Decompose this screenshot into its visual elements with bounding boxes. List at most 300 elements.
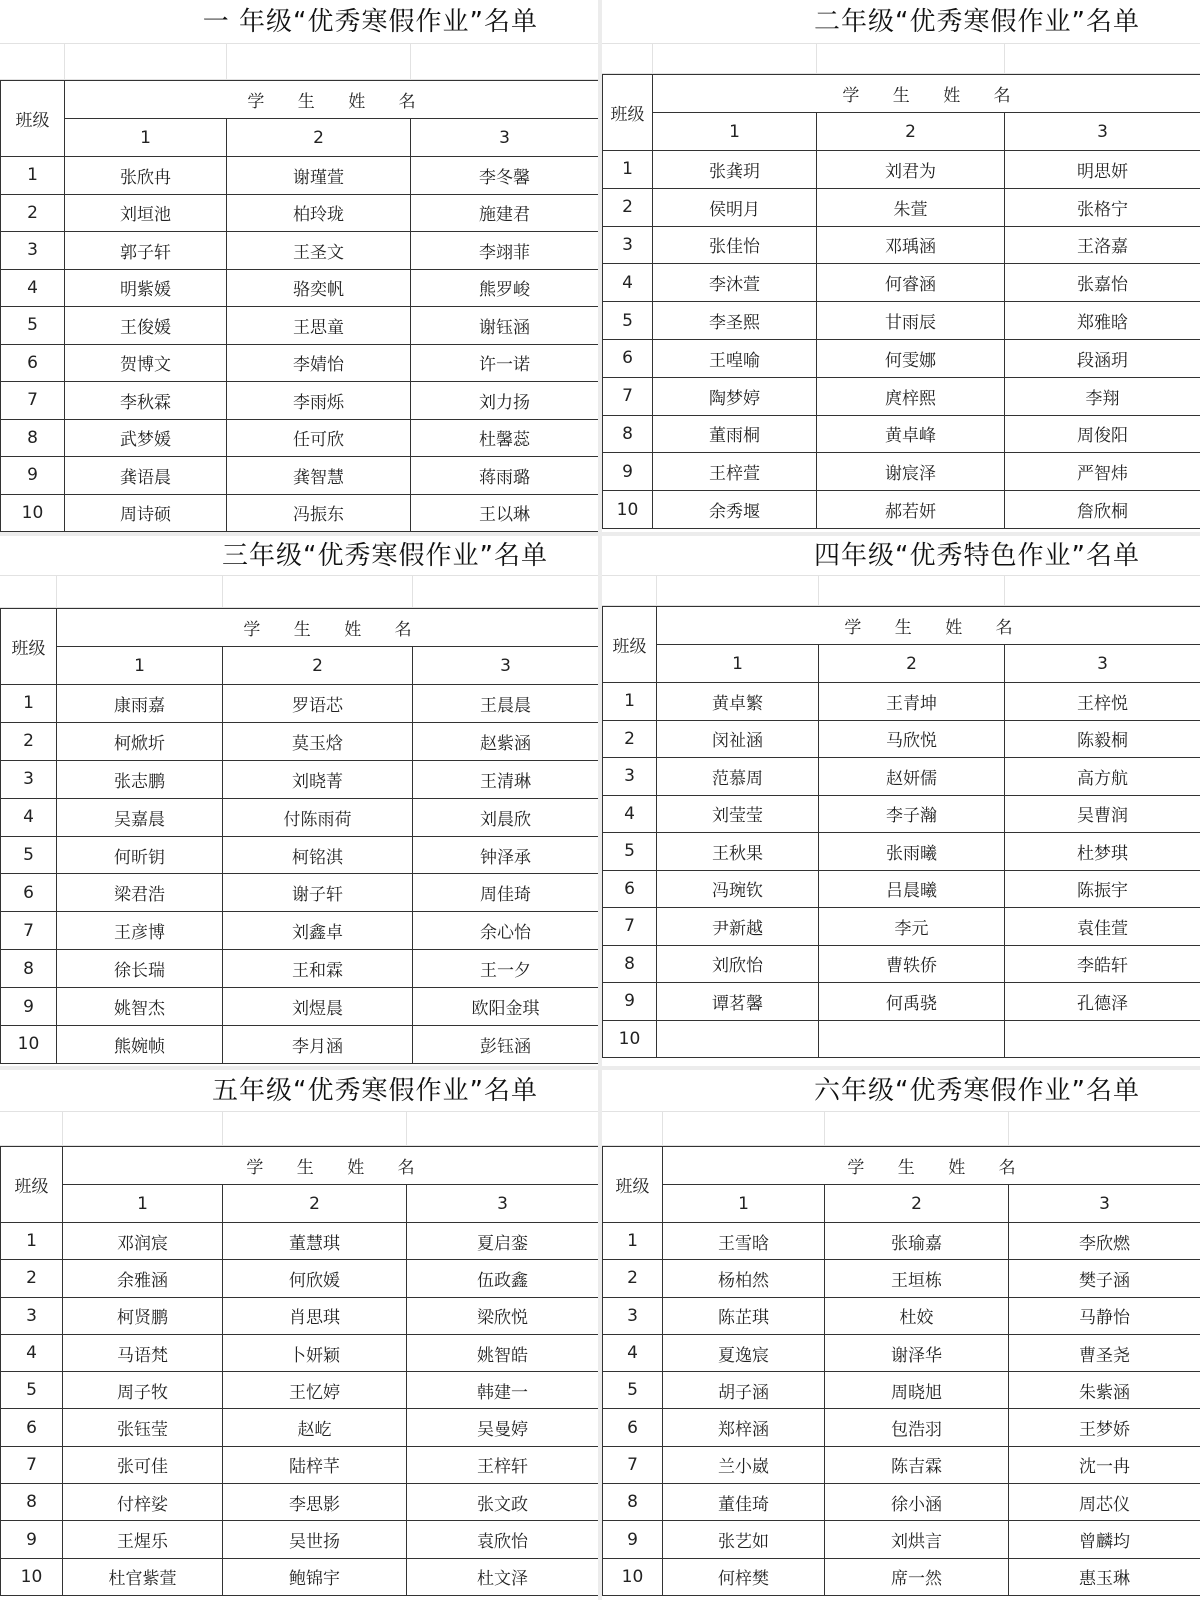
class-column-header: 班级 (603, 75, 653, 151)
student-name-cell: 谢泽华 (825, 1334, 1009, 1371)
table-row (603, 1372, 1200, 1409)
roster-table (0, 80, 598, 532)
class-number-cell: 5 (603, 1372, 663, 1409)
table-row (603, 1334, 1200, 1371)
student-name-cell: 张瑜嘉 (825, 1223, 1009, 1260)
student-name-cell: 马欣悦 (819, 720, 1005, 758)
grade-panel-4 (602, 536, 1200, 1066)
class-number-cell: 5 (1, 836, 57, 874)
student-column-number-header: 3 (1005, 645, 1200, 683)
table-row (603, 1558, 1200, 1595)
class-column-header: 班级 (603, 1147, 663, 1223)
student-name-cell: 董佳琦 (663, 1484, 825, 1521)
student-name-cell: 李秋霖 (65, 382, 227, 420)
class-number-cell: 7 (603, 908, 657, 946)
student-column-number-header: 1 (63, 1185, 223, 1223)
table-row (603, 339, 1200, 377)
student-name-cell: 刘力扬 (411, 382, 599, 420)
student-name-cell: 梁君浩 (57, 874, 223, 912)
student-name-cell: 刘君为 (817, 151, 1005, 189)
class-column-header: 班级 (1, 81, 65, 157)
student-name-cell: 卜妍颖 (223, 1334, 407, 1371)
student-name-cell: 杜馨蕊 (411, 419, 599, 457)
table-row (603, 377, 1200, 415)
student-name-cell: 董雨桐 (653, 415, 817, 453)
class-number-cell: 2 (1, 1260, 63, 1297)
student-name-cell: 惠玉琳 (1009, 1558, 1200, 1595)
student-name-cell: 张龚玥 (653, 151, 817, 189)
student-name-cell: 徐长瑞 (57, 950, 223, 988)
table-row (603, 833, 1200, 871)
table-row (603, 870, 1200, 908)
student-name-cell: 王雪晗 (663, 1223, 825, 1260)
student-column-number-header: 1 (65, 119, 227, 157)
class-number-cell: 8 (603, 1484, 663, 1521)
student-name-cell: 龚智慧 (227, 457, 411, 495)
class-number-cell: 10 (1, 1558, 63, 1595)
student-name-cell: 杜文泽 (407, 1558, 599, 1595)
student-name-cell: 任可欣 (227, 419, 411, 457)
student-name-cell: 周诗硕 (65, 494, 227, 532)
student-name-cell: 李翔 (1005, 377, 1200, 415)
student-name-cell: 袁欣怡 (407, 1521, 599, 1558)
student-name-cell: 梁欣悦 (407, 1297, 599, 1334)
student-name-cell: 曹圣尧 (1009, 1334, 1200, 1371)
student-name-cell (1005, 1020, 1200, 1058)
student-name-cell: 段涵玥 (1005, 339, 1200, 377)
roster-table (0, 608, 598, 1064)
class-number-cell: 1 (1, 1223, 63, 1260)
student-name-cell: 彭钰涵 (413, 1026, 599, 1064)
student-name-cell: 熊婉帧 (57, 1026, 223, 1064)
table-row (603, 795, 1200, 833)
table-row (603, 188, 1200, 226)
class-number-cell: 8 (603, 945, 657, 983)
grade-panel-2 (602, 0, 1200, 532)
class-column-header: 班级 (1, 1147, 63, 1223)
table-row (1, 722, 599, 760)
student-name-cell: 龚语晨 (65, 457, 227, 495)
table-row (1, 194, 599, 232)
class-number-cell: 10 (603, 491, 653, 529)
table-row (1, 382, 599, 420)
student-column-number-header: 3 (1009, 1185, 1200, 1223)
student-name-cell: 柯焮圻 (57, 722, 223, 760)
student-name-cell (819, 1020, 1005, 1058)
class-number-cell: 4 (603, 1334, 663, 1371)
class-number-cell: 6 (1, 874, 57, 912)
student-name-cell: 曹轶侨 (819, 945, 1005, 983)
class-number-cell: 1 (1, 157, 65, 195)
student-name-cell: 武梦媛 (65, 419, 227, 457)
collage-divider (0, 532, 1200, 536)
student-column-number-header: 2 (223, 1185, 407, 1223)
student-name-group-header: 学 生 姓 名 (653, 75, 1200, 113)
student-name-cell: 周子牧 (63, 1372, 223, 1409)
student-name-cell: 陈毅桐 (1005, 720, 1200, 758)
table-row (603, 1223, 1200, 1260)
table-row (603, 983, 1200, 1021)
class-number-cell: 9 (1, 457, 65, 495)
student-name-cell: 王一夕 (413, 950, 599, 988)
student-name-cell: 李皓轩 (1005, 945, 1200, 983)
table-row (603, 1521, 1200, 1558)
student-name-cell: 邓润宸 (63, 1223, 223, 1260)
student-name-cell: 赵妍儒 (819, 758, 1005, 796)
blank-sheet-row (602, 44, 1200, 74)
class-number-cell: 1 (1, 685, 57, 723)
student-name-cell: 高方航 (1005, 758, 1200, 796)
table-row (603, 720, 1200, 758)
student-name-cell: 熊罗峻 (411, 269, 599, 307)
student-column-number-header: 2 (819, 645, 1005, 683)
table-row (1, 457, 599, 495)
student-name-cell: 何欣媛 (223, 1260, 407, 1297)
student-column-number-header: 3 (413, 647, 599, 685)
class-number-cell: 6 (603, 870, 657, 908)
student-name-cell: 柏玲珑 (227, 194, 411, 232)
class-number-cell: 5 (1, 1372, 63, 1409)
student-name-cell: 袁佳萱 (1005, 908, 1200, 946)
class-number-cell: 4 (603, 795, 657, 833)
student-name-cell: 王忆婷 (223, 1372, 407, 1409)
grade-title: 二年级“优秀寒假作业”名单 (602, 0, 1200, 44)
table-row (1, 912, 599, 950)
class-number-cell: 6 (1, 1409, 63, 1446)
student-name-cell: 董慧琪 (223, 1223, 407, 1260)
student-name-cell: 王思童 (227, 307, 411, 345)
student-name-cell: 陈振宇 (1005, 870, 1200, 908)
table-row (603, 264, 1200, 302)
student-name-cell: 张艺如 (663, 1521, 825, 1558)
student-name-cell: 李元 (819, 908, 1005, 946)
class-number-cell: 2 (603, 188, 653, 226)
student-name-cell: 王煋乐 (63, 1521, 223, 1558)
grade-panel-1 (0, 0, 598, 532)
table-row (1, 760, 599, 798)
student-name-cell: 王和霖 (223, 950, 413, 988)
class-number-cell: 3 (603, 1297, 663, 1334)
student-name-group-header: 学 生 姓 名 (65, 81, 599, 119)
blank-sheet-row (0, 44, 598, 80)
grade-panel-6 (602, 1070, 1200, 1600)
table-row (603, 151, 1200, 189)
student-name-cell (657, 1020, 819, 1058)
student-name-cell: 杜官紫萱 (63, 1558, 223, 1595)
student-name-cell: 闵祉涵 (657, 720, 819, 758)
class-number-cell: 6 (603, 1409, 663, 1446)
student-name-cell: 谭茗馨 (657, 983, 819, 1021)
grade-title: 四年级“优秀特色作业”名单 (602, 536, 1200, 576)
blank-sheet-row (0, 576, 598, 608)
student-name-cell: 康雨嘉 (57, 685, 223, 723)
student-column-number-header: 2 (223, 647, 413, 685)
class-number-cell: 1 (603, 1223, 663, 1260)
student-column-number-header: 1 (653, 113, 817, 151)
class-column-header: 班级 (603, 607, 657, 683)
table-row (1, 798, 599, 836)
class-number-cell: 8 (1, 950, 57, 988)
student-name-cell: 刘晓菁 (223, 760, 413, 798)
table-row (603, 758, 1200, 796)
table-row (1, 269, 599, 307)
student-name-cell: 陆梓芊 (223, 1446, 407, 1483)
student-name-cell: 何昕钥 (57, 836, 223, 874)
student-name-cell: 姚智杰 (57, 988, 223, 1026)
student-column-number-header: 2 (825, 1185, 1009, 1223)
student-name-cell: 刘烘言 (825, 1521, 1009, 1558)
student-name-cell: 余秀堰 (653, 491, 817, 529)
student-name-cell: 王喤喻 (653, 339, 817, 377)
student-name-cell: 王彦博 (57, 912, 223, 950)
table-row (1, 988, 599, 1026)
student-name-cell: 侯明月 (653, 188, 817, 226)
student-name-cell: 李月涵 (223, 1026, 413, 1064)
student-name-cell: 杜姣 (825, 1297, 1009, 1334)
student-name-cell: 李婧怡 (227, 344, 411, 382)
student-name-cell: 刘鑫卓 (223, 912, 413, 950)
student-name-cell: 明紫媛 (65, 269, 227, 307)
grade-title: 六年级“优秀寒假作业”名单 (602, 1070, 1200, 1112)
student-name-cell: 李子瀚 (819, 795, 1005, 833)
student-name-cell: 郝若妍 (817, 491, 1005, 529)
student-name-cell: 王圣文 (227, 232, 411, 270)
student-name-cell: 明思妍 (1005, 151, 1200, 189)
student-name-cell: 吴嘉晨 (57, 798, 223, 836)
table-row (1, 344, 599, 382)
student-name-cell: 王梦娇 (1009, 1409, 1200, 1446)
student-name-cell: 欧阳金琪 (413, 988, 599, 1026)
class-number-cell: 1 (603, 683, 657, 721)
table-row (603, 1409, 1200, 1446)
student-name-cell: 杨柏然 (663, 1260, 825, 1297)
student-name-cell: 兰小崴 (663, 1446, 825, 1483)
student-name-cell: 王梓轩 (407, 1446, 599, 1483)
student-name-cell: 詹欣桐 (1005, 491, 1200, 529)
student-name-cell: 陈吉霖 (825, 1446, 1009, 1483)
student-column-number-header: 2 (227, 119, 411, 157)
student-name-cell: 何睿涵 (817, 264, 1005, 302)
student-name-group-header: 学 生 姓 名 (57, 609, 599, 647)
table-row (603, 683, 1200, 721)
blank-sheet-row (602, 1112, 1200, 1146)
student-name-cell: 施建君 (411, 194, 599, 232)
table-row (1, 1223, 599, 1260)
student-name-cell: 朱紫涵 (1009, 1372, 1200, 1409)
student-name-cell: 张欣冉 (65, 157, 227, 195)
grade-title: 三年级“优秀寒假作业”名单 (0, 536, 598, 576)
class-number-cell: 4 (1, 798, 57, 836)
student-name-cell: 严智炜 (1005, 453, 1200, 491)
class-number-cell: 7 (1, 382, 65, 420)
student-name-cell: 李雨烁 (227, 382, 411, 420)
student-name-cell: 韩建一 (407, 1372, 599, 1409)
student-name-cell: 吴曼婷 (407, 1409, 599, 1446)
student-name-cell: 姚智皓 (407, 1334, 599, 1371)
class-number-cell: 2 (603, 1260, 663, 1297)
student-name-cell: 王清琳 (413, 760, 599, 798)
class-number-cell: 10 (603, 1558, 663, 1595)
roster-table (602, 74, 1200, 529)
class-number-cell: 3 (1, 1297, 63, 1334)
student-name-cell: 陶梦婷 (653, 377, 817, 415)
table-row (1, 836, 599, 874)
student-name-cell: 王秋果 (657, 833, 819, 871)
student-name-cell: 周芯仪 (1009, 1484, 1200, 1521)
student-name-cell: 曾麟均 (1009, 1521, 1200, 1558)
student-name-cell: 张佳怡 (653, 226, 817, 264)
roster-table (602, 1146, 1200, 1596)
class-number-cell: 6 (1, 344, 65, 382)
student-name-cell: 冯振东 (227, 494, 411, 532)
student-name-cell: 赵屹 (223, 1409, 407, 1446)
student-name-cell: 付梓娑 (63, 1484, 223, 1521)
student-name-cell: 庹梓熙 (817, 377, 1005, 415)
student-name-cell: 尹新越 (657, 908, 819, 946)
class-number-cell: 1 (603, 151, 653, 189)
table-row (1, 1260, 599, 1297)
class-number-cell: 5 (603, 833, 657, 871)
class-number-cell: 4 (1, 269, 65, 307)
student-name-group-header: 学 生 姓 名 (657, 607, 1200, 645)
grade-panel-3 (0, 536, 598, 1066)
student-name-cell: 王梓悦 (1005, 683, 1200, 721)
student-name-cell: 陈芷琪 (663, 1297, 825, 1334)
student-name-cell: 胡子涵 (663, 1372, 825, 1409)
class-number-cell: 3 (1, 232, 65, 270)
student-name-cell: 许一诺 (411, 344, 599, 382)
class-number-cell: 8 (1, 419, 65, 457)
table-row (1, 1409, 599, 1446)
student-name-cell: 余雅涵 (63, 1260, 223, 1297)
class-column-header: 班级 (1, 609, 57, 685)
roster-table (602, 606, 1200, 1058)
table-row (603, 908, 1200, 946)
grade-title: 五年级“优秀寒假作业”名单 (0, 1070, 598, 1112)
student-name-cell: 罗语芯 (223, 685, 413, 723)
class-number-cell: 10 (603, 1020, 657, 1058)
student-name-cell: 刘煜晨 (223, 988, 413, 1026)
class-number-cell: 2 (1, 194, 65, 232)
student-name-cell: 李圣熙 (653, 302, 817, 340)
student-name-cell: 张志鹏 (57, 760, 223, 798)
table-row (1, 419, 599, 457)
student-column-number-header: 2 (817, 113, 1005, 151)
class-number-cell: 7 (1, 1446, 63, 1483)
class-number-cell: 4 (1, 1334, 63, 1371)
class-number-cell: 9 (603, 983, 657, 1021)
table-row (603, 1484, 1200, 1521)
student-name-cell: 王俊媛 (65, 307, 227, 345)
student-name-cell: 谢瑾萱 (227, 157, 411, 195)
class-number-cell: 9 (1, 988, 57, 1026)
student-name-group-header: 学 生 姓 名 (663, 1147, 1200, 1185)
student-name-cell: 张嘉怡 (1005, 264, 1200, 302)
class-number-cell: 9 (603, 453, 653, 491)
student-name-cell: 朱萱 (817, 188, 1005, 226)
student-name-cell: 黄卓繁 (657, 683, 819, 721)
student-name-cell: 王梓萱 (653, 453, 817, 491)
student-name-cell: 刘晨欣 (413, 798, 599, 836)
class-number-cell: 4 (603, 264, 653, 302)
student-name-cell: 郑梓涵 (663, 1409, 825, 1446)
student-name-cell: 张文政 (407, 1484, 599, 1521)
class-number-cell: 7 (603, 377, 653, 415)
student-name-cell: 王洛嘉 (1005, 226, 1200, 264)
table-row (1, 874, 599, 912)
student-name-cell: 莫玉焓 (223, 722, 413, 760)
student-name-cell: 杜梦琪 (1005, 833, 1200, 871)
student-name-cell: 甘雨辰 (817, 302, 1005, 340)
student-column-number-header: 1 (657, 645, 819, 683)
student-name-cell: 李冬馨 (411, 157, 599, 195)
class-number-cell: 9 (603, 1521, 663, 1558)
student-name-cell: 沈一冉 (1009, 1446, 1200, 1483)
student-name-cell: 王青坤 (819, 683, 1005, 721)
student-name-cell: 何雯娜 (817, 339, 1005, 377)
student-column-number-header: 1 (57, 647, 223, 685)
student-name-cell: 李欣燃 (1009, 1223, 1200, 1260)
table-row (603, 491, 1200, 529)
table-row (603, 415, 1200, 453)
student-column-number-header: 3 (1005, 113, 1200, 151)
student-column-number-header: 3 (407, 1185, 599, 1223)
table-row (603, 1020, 1200, 1058)
student-name-cell: 李翊菲 (411, 232, 599, 270)
student-name-cell: 付陈雨荷 (223, 798, 413, 836)
student-name-cell: 王晨晨 (413, 685, 599, 723)
table-row (1, 1558, 599, 1595)
student-name-cell: 徐小涵 (825, 1484, 1009, 1521)
table-row (603, 1260, 1200, 1297)
table-row (1, 157, 599, 195)
table-row (1, 307, 599, 345)
roster-table (0, 1146, 598, 1596)
student-name-cell: 鲍锦宇 (223, 1558, 407, 1595)
class-number-cell: 2 (1, 722, 57, 760)
student-name-cell: 柯铭淇 (223, 836, 413, 874)
student-name-cell: 夏逸宸 (663, 1334, 825, 1371)
student-name-cell: 包浩羽 (825, 1409, 1009, 1446)
student-name-cell: 王垣栋 (825, 1260, 1009, 1297)
student-name-cell: 余心怡 (413, 912, 599, 950)
student-name-cell: 张格宁 (1005, 188, 1200, 226)
class-number-cell: 7 (1, 912, 57, 950)
table-row (603, 226, 1200, 264)
student-name-cell: 谢宸泽 (817, 453, 1005, 491)
class-number-cell: 6 (603, 339, 653, 377)
blank-sheet-row (0, 1112, 598, 1146)
class-number-cell: 5 (1, 307, 65, 345)
class-number-cell: 10 (1, 1026, 57, 1064)
student-name-cell: 范慕周 (657, 758, 819, 796)
student-name-cell: 周俊阳 (1005, 415, 1200, 453)
student-name-cell: 王以琳 (411, 494, 599, 532)
table-row (603, 453, 1200, 491)
table-row (1, 1484, 599, 1521)
student-name-cell: 贺博文 (65, 344, 227, 382)
student-name-cell: 柯贤鹏 (63, 1297, 223, 1334)
class-number-cell: 3 (603, 226, 653, 264)
student-name-cell: 郑雅晗 (1005, 302, 1200, 340)
student-name-cell: 何梓樊 (663, 1558, 825, 1595)
class-number-cell: 9 (1, 1521, 63, 1558)
grade-panel-5 (0, 1070, 598, 1600)
table-row (1, 1297, 599, 1334)
student-name-cell: 谢钰涵 (411, 307, 599, 345)
table-row (1, 1372, 599, 1409)
student-name-cell: 邓瑀涵 (817, 226, 1005, 264)
